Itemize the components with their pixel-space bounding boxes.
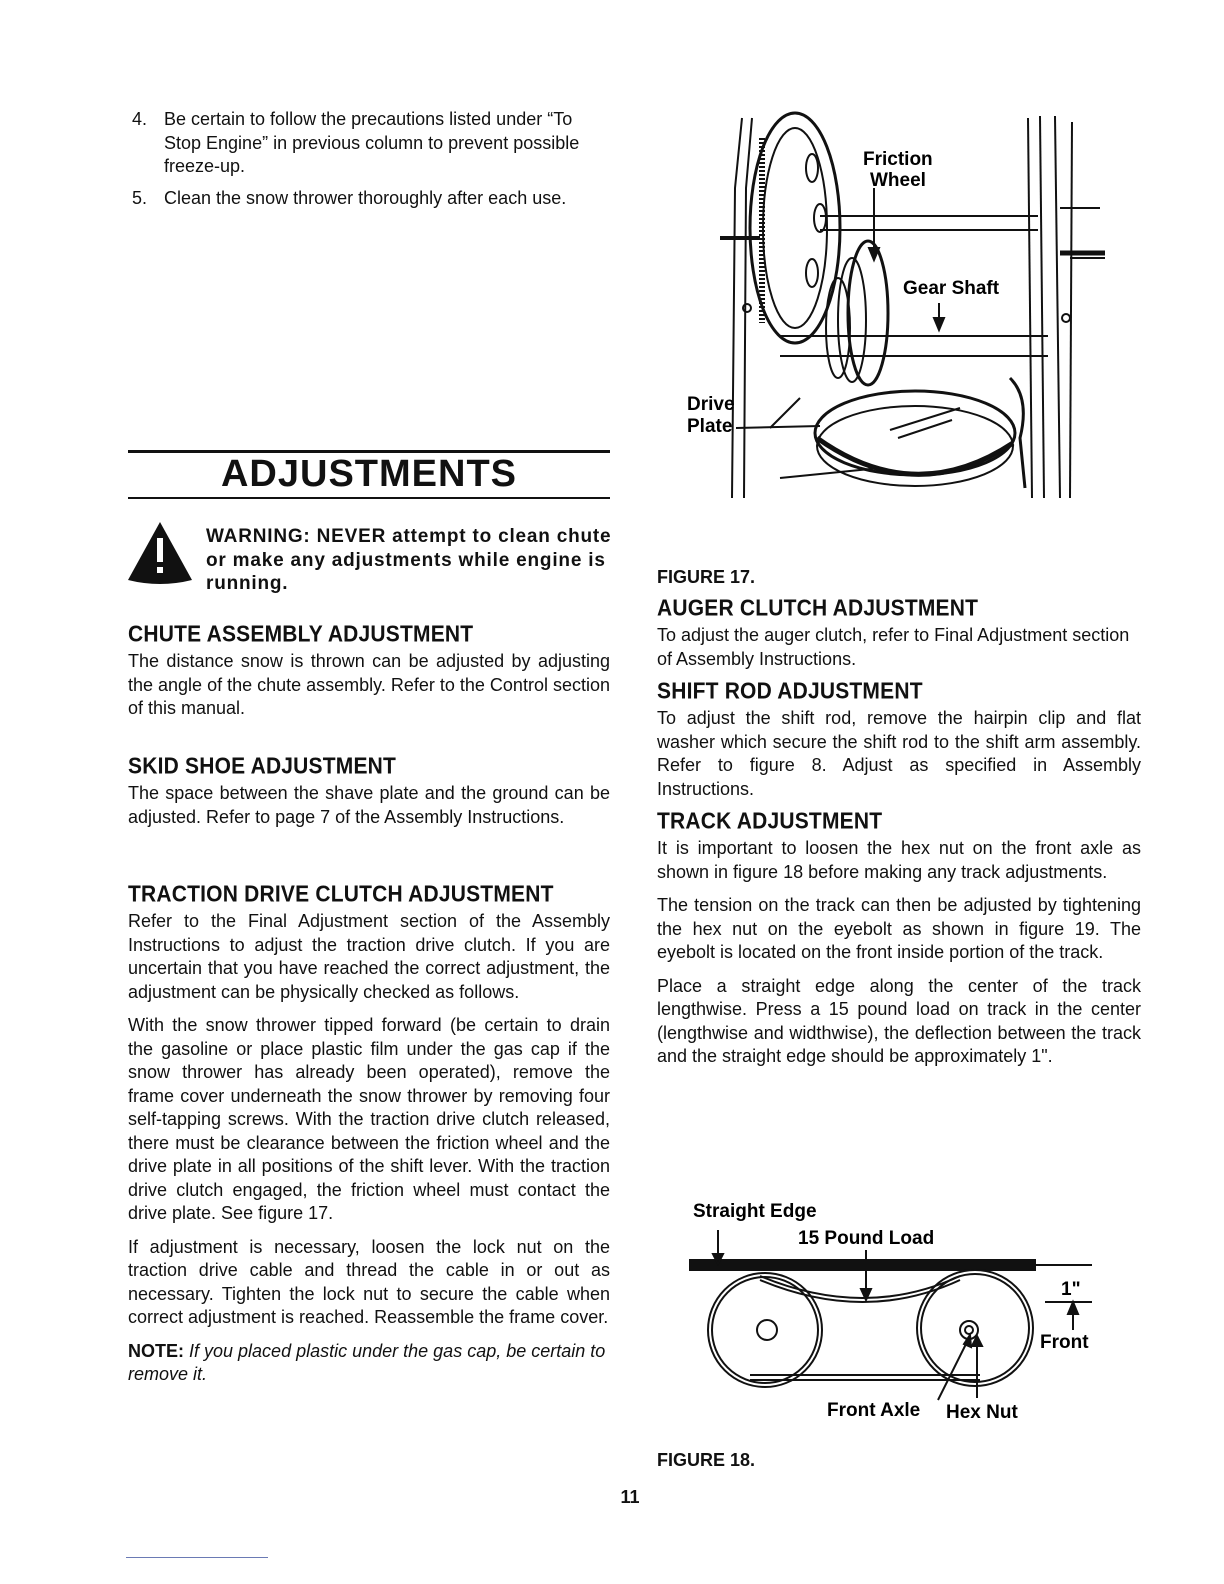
track-p3: Place a straight edge along the center of the track lengthwise. Press a 15 pound load on track in the center (lengthwise and widthwise), the deflection between the track and the straight edge should be approximately 1". xyxy=(657,975,1141,1066)
label-drive: Drive xyxy=(687,394,735,415)
label-load: 15 Pound Load xyxy=(798,1228,935,1249)
shift-body: To adjust the shift rod, remove the hairpin clip and flat washer which secure the shift rod to the shift arm assembly. Refer to figure 8. Adjust as specified in Assembly Instructions. xyxy=(657,708,1141,799)
label-gear-shaft: Gear Shaft xyxy=(903,278,1000,299)
figure-17-label: FIGURE 17. xyxy=(657,567,756,587)
figure-17-illustration xyxy=(680,108,1120,500)
track-p1: It is important to loosen the hex nut on the front axle as shown in figure 18 before making any track adjustments. xyxy=(657,838,1141,882)
chute-heading: CHUTE ASSEMBLY ADJUSTMENT xyxy=(128,621,474,647)
traction-note xyxy=(128,1340,610,1387)
list-item: 5. Clean the snow thrower thoroughly after each use. xyxy=(132,187,567,208)
figure-18-label: FIGURE 18. xyxy=(657,1450,756,1470)
chute-body: The distance snow is thrown can be adjusted by adjusting the angle of the chute assembly. Refer to the Control section of this manual. xyxy=(128,651,610,718)
page-number: 11 xyxy=(620,1487,640,1507)
note-text: If you placed plastic under the gas cap, be certain to remove it. xyxy=(128,1340,606,1384)
warning-icon xyxy=(126,520,194,584)
skid-body: The space between the shave plate and the ground can be adjusted. Refer to page 7 of the Assembly Instructions. xyxy=(128,783,610,827)
instruction-list xyxy=(132,108,612,218)
footer-rule xyxy=(126,1557,268,1558)
list-item: 4. Be certain to follow the precautions listed under “To Stop Engine” in previous column to prevent possible freeze-up. xyxy=(132,109,580,176)
traction-heading: TRACTION DRIVE CLUTCH ADJUSTMENT xyxy=(128,881,554,907)
page-title: ADJUSTMENTS xyxy=(220,453,518,495)
figure-18-illustration xyxy=(680,1190,1120,1430)
traction-p3: If adjustment is necessary, loosen the lock nut on the traction drive cable and thread the cable in or out as necessary. Tighten the lock nut to secure the cable when correct adjustment is reached. Reassemble the frame cover. xyxy=(128,1236,610,1327)
traction-p1: Refer to the Final Adjustment section of the Assembly Instructions to adjust the traction drive clutch. If you are uncertain that you have reached the correct adjustment, the adjustment can be physically checked as follows. xyxy=(128,911,610,1002)
note-label: NOTE: xyxy=(128,1340,184,1361)
auger-body: To adjust the auger clutch, refer to Final Adjustment section of Assembly Instructions. xyxy=(657,625,1130,669)
label-friction: Friction xyxy=(863,149,933,170)
shift-heading: SHIFT ROD ADJUSTMENT xyxy=(657,678,923,704)
label-front-axle: Front Axle xyxy=(827,1400,921,1421)
label-straight-edge: Straight Edge xyxy=(693,1201,817,1222)
warning-text: WARNING: NEVER attempt to clean chute or make any adjustments while engine is running. xyxy=(206,526,612,594)
label-front: Front xyxy=(1040,1332,1089,1353)
label-hex-nut: Hex Nut xyxy=(946,1402,1018,1423)
label-one-inch: 1" xyxy=(1061,1279,1081,1300)
skid-section xyxy=(128,753,610,829)
right-column xyxy=(657,595,1141,1069)
traction-section xyxy=(128,881,610,1387)
traction-p2: With the snow thrower tipped forward (be certain to drain the gasoline or place plastic film under the gas cap if the snow thrower has already been operated), remove the frame cover underneath the snow thrower by removing four self-tapping screws. With the traction drive clutch released, there must be clearance between the friction wheel and the drive plate in all positions of the shift lever. With the traction drive clutch engaged, the friction wheel must contact the drive plate. See figure 17. xyxy=(128,1015,610,1223)
label-plate: Plate xyxy=(687,416,733,437)
title-rule-bottom xyxy=(128,497,610,499)
label-wheel: Wheel xyxy=(870,170,926,191)
track-heading: TRACK ADJUSTMENT xyxy=(657,808,883,834)
auger-heading: AUGER CLUTCH ADJUSTMENT xyxy=(657,595,979,621)
chute-section xyxy=(128,621,610,721)
skid-heading: SKID SHOE ADJUSTMENT xyxy=(128,753,397,779)
track-p2: The tension on the track can then be adjusted by tightening the hex nut on the eyebolt as shown in figure 19. The eyebolt is located on the front inside portion of the track. xyxy=(657,895,1141,962)
